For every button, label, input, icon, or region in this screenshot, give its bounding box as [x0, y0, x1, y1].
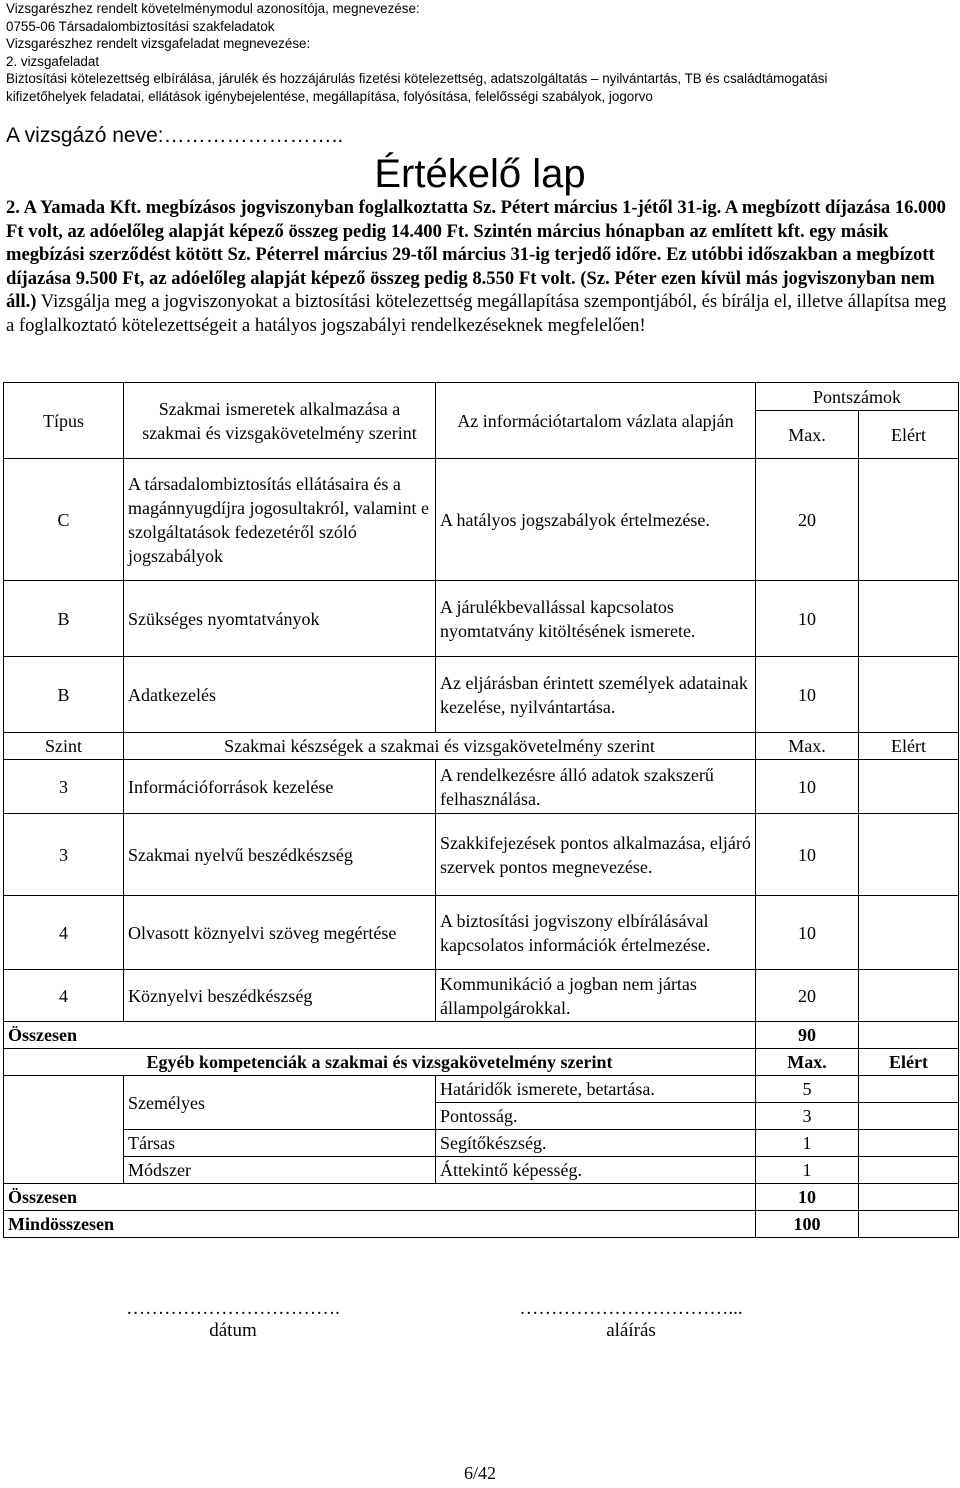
table-row — [4, 657, 959, 733]
header-line: Vizsgarészhez rendelt vizsgafeladat megnevezése: — [6, 36, 311, 52]
cell-elert[interactable] — [859, 896, 959, 970]
table-row — [4, 970, 959, 1022]
header-line: Vizsgarészhez rendelt követelménymodul azonosítója, megnevezése: — [6, 1, 420, 16]
cell-topic: Olvasott köznyelvi szöveg megértése — [124, 896, 436, 970]
header-keszseg: Szakmai készségek a szakmai és vizsgakövetelmény szerint — [124, 733, 756, 760]
signature-label: aláírás — [606, 1320, 656, 1341]
cell-info: A járulékbevallással kapcsolatos nyomtatvány kitöltésének ismerete. — [436, 581, 756, 657]
table-row — [4, 896, 959, 970]
header-pontszamok: Pontszámok — [756, 383, 959, 411]
cell-topic: Módszer — [124, 1157, 436, 1184]
cell-elert[interactable] — [859, 1076, 959, 1103]
cell-elert[interactable] — [859, 1211, 959, 1238]
cell-empty — [4, 1157, 124, 1184]
table-row — [4, 1130, 959, 1157]
header-szakmai: Szakmai ismeretek alkalmazása a szakmai és vizsgakövetelmény szerint — [124, 383, 436, 459]
total-max: 100 — [756, 1211, 859, 1238]
table-row — [4, 1157, 959, 1184]
header-max: Max. — [756, 733, 859, 760]
cell-max: 3 — [756, 1103, 859, 1130]
cell-elert[interactable] — [859, 1022, 959, 1049]
evaluation-table — [3, 382, 959, 1238]
cell-elert[interactable] — [859, 1130, 959, 1157]
header-elert: Elért — [859, 411, 959, 459]
cell-info: A rendelkezésre álló adatok szakszerű felhasználása. — [436, 760, 756, 814]
cell-elert[interactable] — [859, 459, 959, 581]
cell-elert[interactable] — [859, 1103, 959, 1130]
table-row — [4, 760, 959, 814]
cell-szint: 3 — [4, 760, 124, 814]
cell-info: Pontosság. — [436, 1103, 756, 1130]
header-max: Max. — [756, 411, 859, 459]
page-title: Értékelő lap — [374, 152, 586, 196]
cell-topic: Szakmai nyelvű beszédkészség — [124, 814, 436, 896]
cell-elert[interactable] — [859, 657, 959, 733]
header-max: Max. — [756, 1049, 859, 1076]
table-row — [4, 581, 959, 657]
cell-info: A hatályos jogszabályok értelmezése. — [436, 459, 756, 581]
cell-empty — [4, 1076, 124, 1103]
cell-max: 1 — [756, 1130, 859, 1157]
cell-elert[interactable] — [859, 1157, 959, 1184]
total-label: Mindösszesen — [4, 1211, 756, 1238]
table-row — [4, 459, 959, 581]
cell-max: 10 — [756, 896, 859, 970]
date-signature-block — [98, 1298, 368, 1342]
cell-info: A biztosítási jogviszony elbírálásával kapcsolatos információk értelmezése. — [436, 896, 756, 970]
cell-max: 5 — [756, 1076, 859, 1103]
cell-topic: Információforrások kezelése — [124, 760, 436, 814]
candidate-name-field: A vizsgázó neve:…………………….. — [6, 124, 344, 147]
cell-elert[interactable] — [859, 1184, 959, 1211]
cell-topic: Társas — [124, 1130, 436, 1157]
document-header — [6, 0, 956, 106]
cell-elert[interactable] — [859, 970, 959, 1022]
subtotal-label: Összesen — [4, 1022, 756, 1049]
signature-dots: ……………………………... — [519, 1298, 743, 1319]
cell-szint: 3 — [4, 814, 124, 896]
cell-info: Az eljárásban érintett személyek adatainak kezelése, nyilvántartása. — [436, 657, 756, 733]
subtotal-row — [4, 1022, 959, 1049]
header-info: Az információtartalom vázlata alapján — [436, 383, 756, 459]
signature-block — [496, 1298, 766, 1342]
cell-topic: Szükséges nyomtatványok — [124, 581, 436, 657]
cell-szint: 4 — [4, 970, 124, 1022]
cell-max: 1 — [756, 1157, 859, 1184]
subtotal-max: 10 — [756, 1184, 859, 1211]
page-number: 6/42 — [463, 1463, 496, 1483]
cell-szint: 4 — [4, 896, 124, 970]
section-header-row — [4, 1049, 959, 1076]
cell-info: Segítőkészség. — [436, 1130, 756, 1157]
cell-max: 20 — [756, 459, 859, 581]
header-elert: Elért — [859, 1049, 959, 1076]
cell-tipus: B — [4, 581, 124, 657]
task-normal-text: Vizsgálja meg a jogviszonyokat a biztosítási kötelezettség megállapítása szempontjából, és bírálja el, illetve állapítsa meg a foglalkoztató kötelezettségeit a hatályos jogszabályi rendelkezéseknek megfelelően! — [6, 291, 947, 336]
header-line: 0755-06 Társadalombiztosítási szakfeladatok — [6, 18, 275, 34]
task-bold-text: 2. A Yamada Kft. megbízásos jogviszonyban foglalkoztatta Sz. Pétert március 1-jétől 31-ig. A megbízott díjazása 16.000 Ft volt, az adóelőleg alapját képező összeg pedig 14.400 Ft. Szintén március hónapban az említett kft. egy másik megbízási szerződést kötött Sz. Péterrel március 29-től március 31-ig terjedő időre. Ez utóbbi időszakban a megbízott díjazása 9.500 Ft, az adóelőleg alapját képező összeg pedig 8.550 Ft volt. (Sz. Péter ezen kívül más jogviszonyban nem áll.) — [6, 197, 946, 313]
cell-elert[interactable] — [859, 814, 959, 896]
subtotal-max: 90 — [756, 1022, 859, 1049]
cell-empty — [4, 1103, 124, 1130]
cell-tipus: B — [4, 657, 124, 733]
cell-info: Kommunikáció a jogban nem jártas állampolgárokkal. — [436, 970, 756, 1022]
subtotal-label: Összesen — [4, 1184, 756, 1211]
table-header-row — [4, 383, 959, 411]
header-tipus: Típus — [4, 383, 124, 459]
header-elert: Elért — [859, 733, 959, 760]
table-row — [4, 814, 959, 896]
subtotal-row — [4, 1184, 959, 1211]
total-row — [4, 1211, 959, 1238]
cell-elert[interactable] — [859, 760, 959, 814]
date-dots: ……………………………. — [126, 1298, 340, 1319]
cell-tipus: C — [4, 459, 124, 581]
cell-info: Áttekintő képesség. — [436, 1157, 756, 1184]
cell-empty — [4, 1130, 124, 1157]
task-description — [6, 196, 952, 338]
cell-topic: Adatkezelés — [124, 657, 436, 733]
cell-topic: A társadalombiztosítás ellátásaira és a magánnyugdíjra jogosultakról, valamint e szolgáltatások fedezetéről szóló jogszabályok — [124, 459, 436, 581]
header-line: kifizetőhelyek feladatai, ellátások igénybejelentése, megállapítása, folyósítása, felelősségi szabályok, jogorvo — [6, 88, 653, 104]
cell-info: Szakkifejezések pontos alkalmazása, eljáró szervek pontos megnevezése. — [436, 814, 756, 896]
cell-info: Határidők ismerete, betartása. — [436, 1076, 756, 1103]
date-label: dátum — [209, 1320, 257, 1341]
table-row — [4, 1076, 959, 1103]
section-header-row — [4, 733, 959, 760]
header-egyeb: Egyéb kompetenciák a szakmai és vizsgakövetelmény szerint — [4, 1049, 756, 1076]
cell-max: 20 — [756, 970, 859, 1022]
cell-max: 10 — [756, 581, 859, 657]
cell-max: 10 — [756, 760, 859, 814]
cell-topic: Köznyelvi beszédkészség — [124, 970, 436, 1022]
cell-max: 10 — [756, 814, 859, 896]
cell-max: 10 — [756, 657, 859, 733]
cell-topic: Személyes — [124, 1076, 436, 1130]
header-line: Biztosítási kötelezettség elbírálása, járulék és hozzájárulás fizetési kötelezettség, adatszolgáltatás – nyilvántartás, TB és családtámogatási — [6, 71, 828, 87]
header-line: 2. vizsgafeladat — [6, 53, 100, 69]
header-szint: Szint — [4, 733, 124, 760]
cell-elert[interactable] — [859, 581, 959, 657]
